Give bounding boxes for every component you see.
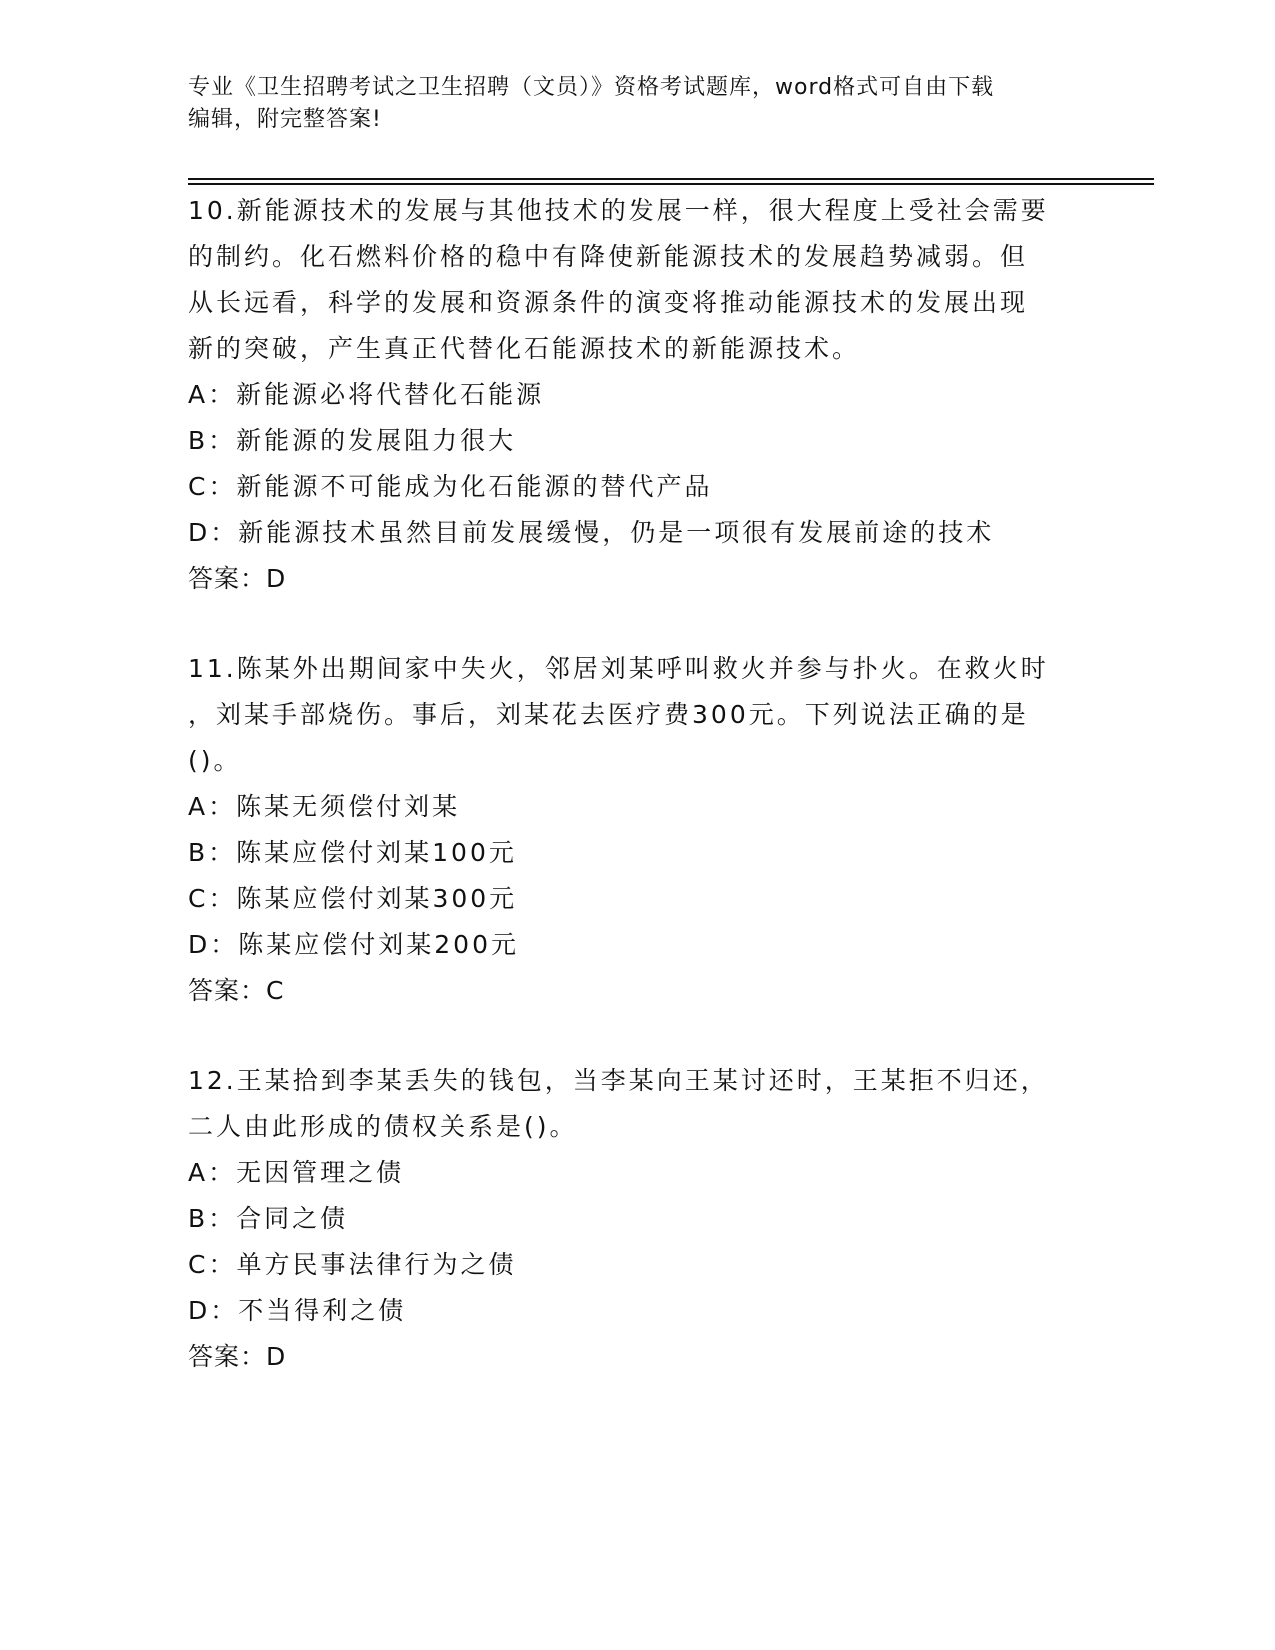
document-header	[188, 72, 1088, 136]
question-12	[188, 1058, 1088, 1380]
answer: 答案：C	[188, 976, 285, 1005]
question-line: 的制约。化石燃料价格的稳中有降使新能源技术的发展趋势减弱。但	[188, 242, 1029, 271]
option-a: A：陈某无须偿付刘某	[188, 792, 461, 821]
option-d: D：新能源技术虽然目前发展缓慢，仍是一项很有发展前途的技术	[188, 518, 995, 547]
option-c: C：陈某应偿付刘某300元	[188, 884, 518, 913]
option-d: D：陈某应偿付刘某200元	[188, 930, 519, 959]
question-text	[188, 646, 1088, 784]
option-a: A：新能源必将代替化石能源	[188, 380, 545, 409]
answer: 答案：D	[188, 564, 287, 593]
question-11	[188, 646, 1088, 1014]
option-d: D：不当得利之债	[188, 1296, 407, 1325]
header-line-1: 专业《卫生招聘考试之卫生招聘（文员）》资格考试题库，word格式可自由下载	[188, 75, 995, 100]
question-line: 12.王某拾到李某丢失的钱包，当李某向王某讨还时，王某拒不归还，	[188, 1066, 1049, 1095]
option-b: B：合同之债	[188, 1204, 349, 1233]
option-c: C：单方民事法律行为之债	[188, 1250, 517, 1279]
question-10	[188, 188, 1088, 602]
question-line: 新的突破，产生真正代替化石能源技术的新能源技术。	[188, 334, 861, 363]
option-c: C：新能源不可能成为化石能源的替代产品	[188, 472, 713, 501]
question-line: ()。	[188, 746, 242, 775]
header-divider-top	[188, 178, 1154, 180]
answer: 答案：D	[188, 1342, 287, 1371]
question-line: 10.新能源技术的发展与其他技术的发展一样，很大程度上受社会需要	[188, 196, 1049, 225]
option-b: B：新能源的发展阻力很大	[188, 426, 517, 455]
question-line: 11.陈某外出期间家中失火，邻居刘某呼叫救火并参与扑火。在救火时	[188, 654, 1049, 683]
option-a: A：无因管理之债	[188, 1158, 405, 1187]
question-text	[188, 1058, 1088, 1150]
option-b: B：陈某应偿付刘某100元	[188, 838, 517, 867]
question-line: 从长远看，科学的发展和资源条件的演变将推动能源技术的发展出现	[188, 288, 1029, 317]
question-text	[188, 188, 1088, 372]
header-divider-bottom	[188, 183, 1154, 185]
question-line: ，刘某手部烧伤。事后，刘某花去医疗费300元。下列说法正确的是	[188, 700, 1029, 729]
header-line-2: 编辑，附完整答案!	[188, 107, 382, 132]
question-line: 二人由此形成的债权关系是()。	[188, 1112, 578, 1141]
